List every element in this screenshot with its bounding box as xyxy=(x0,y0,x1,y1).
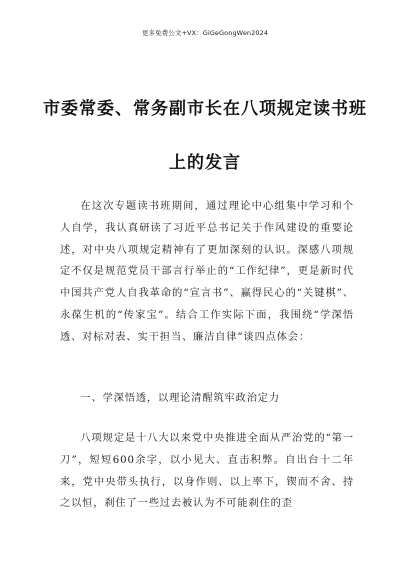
body-paragraph-1: 在这次专题读书班期间，通过理论中心组集中学习和个人自学，我认真研读了习近平总书记关于作风建设的重要论述，对中央八项规定精神有了更加深刻的认识。深感八项规定不仅是规范党员干部言行举止的“工作纪律”，更是新时代中国共产党人自我革命的“宣言书”、赢得民心的“关键棋”、永葆生机的“传家宝”。结合工作实际下面，我围绕“学深悟透、对标对表、实干担当、廉洁自律”谈四点体会： xyxy=(60,201,354,343)
section-heading-1: 一、学深悟透，以理论清醒筑牢政治定力 xyxy=(80,393,280,404)
document-title-line-2: 上的发言 xyxy=(169,153,241,173)
document-title-line-1: 市委常委、常务副市长在八项规定读书班 xyxy=(43,99,367,119)
body-paragraph-2: 八项规定是十八大以来党中央推进全面从严治党的“第一刀”，短短600余字，以小见大、直击积弊。自出台十二年来，党中央带头执行，以身作则、以上率下，锲而不舍、持之以恒，刹住了一些过去被认为不可能刹住的歪 xyxy=(60,433,354,510)
header-note: 更多免费公文+VX：GiGeGongWen2024 xyxy=(141,29,269,37)
